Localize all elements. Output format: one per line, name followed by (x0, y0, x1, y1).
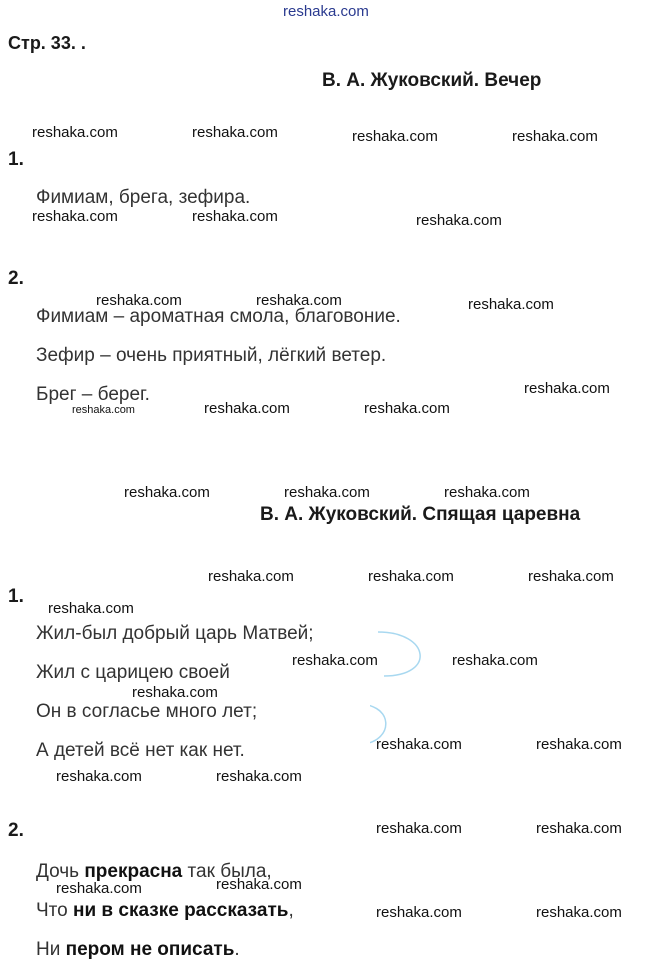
watermark: reshaka.com (376, 820, 462, 837)
watermark: reshaka.com (48, 600, 134, 617)
poem-line-bold (36, 939, 240, 961)
watermark: reshaka.com (524, 380, 610, 397)
watermark: reshaka.com (124, 484, 210, 501)
section-title-vecher: В. А. Жуковский. Вечер (322, 70, 542, 91)
watermark: reshaka.com (216, 768, 302, 785)
poem-line: Жил-был добрый царь Матвей; (36, 623, 314, 644)
poem-line: Жил с царицею своей (36, 662, 230, 683)
watermark: reshaka.com (192, 208, 278, 225)
bold-segment: прекрасна (84, 861, 183, 882)
text-segment: . (234, 939, 240, 960)
text-segment: Что (36, 900, 73, 921)
watermark: reshaka.com (416, 212, 502, 229)
rhyme-bracket-icon (370, 628, 434, 748)
watermark: reshaka.com (364, 400, 450, 417)
watermark: reshaka.com (208, 568, 294, 585)
poem-line: А детей всё нет как нет. (36, 740, 245, 761)
text-segment: , (288, 900, 294, 921)
answer-line: Фимиам, брега, зефира. (36, 187, 251, 208)
site-header[interactable]: reshaka.com (283, 3, 369, 20)
text-segment: так была, (182, 861, 272, 882)
watermark: reshaka.com (368, 568, 454, 585)
task-number: 1. (8, 586, 24, 607)
answer-line: Фимиам – ароматная смола, благовоние. (36, 306, 401, 327)
answer-line: Зефир – очень приятный, лёгкий ветер. (36, 345, 387, 366)
poem-line: Он в согласье много лет; (36, 701, 258, 722)
task-number: 1. (8, 149, 24, 170)
answer-line: Брег – берег. (36, 384, 150, 405)
watermark: reshaka.com (56, 768, 142, 785)
watermark: reshaka.com (452, 652, 538, 669)
watermark: reshaka.com (512, 128, 598, 145)
watermark: reshaka.com (352, 128, 438, 145)
watermark: reshaka.com (536, 904, 622, 921)
bold-segment: пером не описать (65, 939, 235, 960)
watermark: reshaka.com (284, 484, 370, 501)
section-title-spyashchaya-tsarevna: В. А. Жуковский. Спящая царевна (260, 504, 581, 525)
poem-line-bold (36, 900, 294, 922)
watermark: reshaka.com (204, 400, 290, 417)
watermark: reshaka.com (536, 820, 622, 837)
bold-segment: ни в сказке рассказать (73, 900, 289, 921)
watermark: reshaka.com (32, 208, 118, 225)
watermark: reshaka.com (376, 904, 462, 921)
watermark: reshaka.com (72, 404, 135, 416)
watermark: reshaka.com (132, 684, 218, 701)
watermark: reshaka.com (376, 736, 462, 753)
watermark: reshaka.com (536, 736, 622, 753)
watermark: reshaka.com (528, 568, 614, 585)
text-segment: Ни (36, 939, 66, 960)
watermark: reshaka.com (192, 124, 278, 141)
text-segment: Дочь (36, 861, 85, 882)
task-number: 2. (8, 268, 24, 289)
watermark: reshaka.com (32, 124, 118, 141)
watermark: reshaka.com (292, 652, 378, 669)
watermark: reshaka.com (216, 876, 302, 893)
watermark: reshaka.com (468, 296, 554, 313)
watermark: reshaka.com (96, 292, 182, 309)
page-ref: Стр. 33. . (8, 33, 86, 53)
watermark: reshaka.com (444, 484, 530, 501)
watermark: reshaka.com (56, 880, 142, 897)
watermark: reshaka.com (256, 292, 342, 309)
task-number: 2. (8, 820, 24, 841)
